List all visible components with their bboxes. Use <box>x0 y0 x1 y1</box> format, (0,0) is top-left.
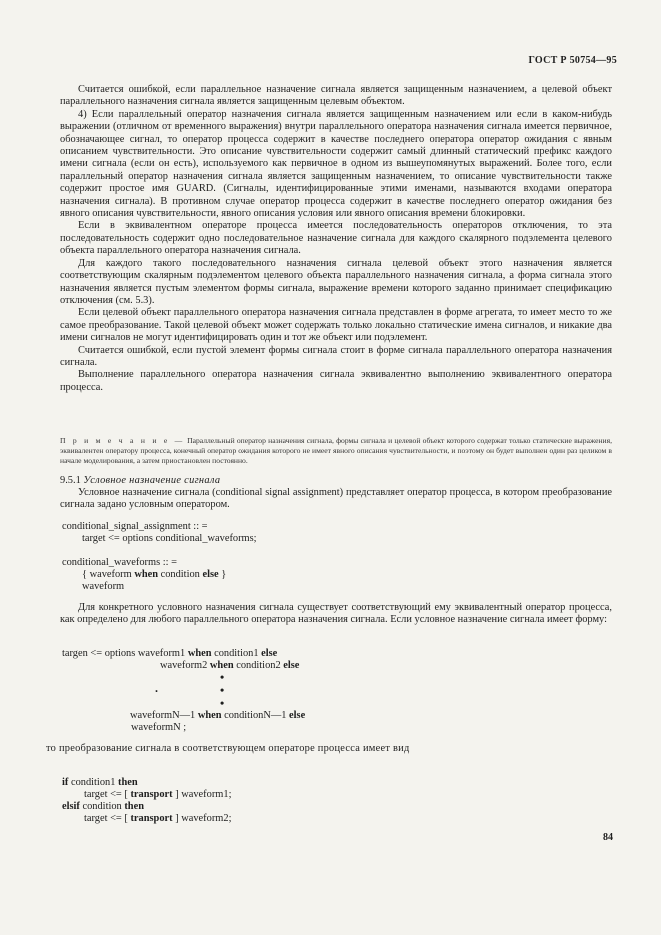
process-line: elsif condition then <box>62 801 144 812</box>
section-intro <box>60 487 612 512</box>
grammar-line: target <= options conditional_waveforms; <box>82 533 257 544</box>
section-heading <box>60 475 220 486</box>
process-line: if condition1 then <box>62 777 138 788</box>
ellipsis-dot: • <box>220 696 225 710</box>
paragraph: Для каждого такого последовательного назначения сигнала целевой объект этого назначения является соответствующим скалярным подэлементом целевого объекта параллельного назначения сигнала, а форма сигнала этого назначения является пустым элементом формы сигнала, выражение времени которого заданно принимает спецификацию отключения (см. 5.3). <box>60 257 612 306</box>
ellipsis-dot: • <box>220 670 225 684</box>
note-block <box>60 436 612 467</box>
then-paragraph: то преобразование сигнала в соответствующем операторе процесса имеет вид <box>46 743 410 754</box>
section-number: 9.5.1 <box>60 475 81 486</box>
paragraph: Для конкретного условного назначения сигнала существует соответствующий ему эквивалентный оператор процесса, как определено для любого параллельного оператора назначения сигнала. Если условное назначение сигнала имеет форму: <box>60 602 612 626</box>
grammar-line: waveform <box>82 581 125 592</box>
ellipsis-dot: . <box>155 681 158 695</box>
document-code-header: ГОСТ Р 50754—95 <box>528 55 617 66</box>
note-label: П р и м е ч а н и е — <box>60 436 185 445</box>
page-number: 84 <box>603 832 613 843</box>
paragraph: Считается ошибкой, если параллельное назначение сигнала является защищенным назначением, а целевой объект параллельного назначения сигнала является защищенным целевым объектом. <box>60 84 612 108</box>
section-title: Условное назначение сигнала <box>83 475 221 486</box>
form-line: targen <= options waveform1 when condition1 else <box>62 648 278 659</box>
paragraph: 4) Если параллельный оператор назначения сигнала является защищенным назначением или если в каком-нибудь выражении (отличном от временного выражения) внутри параллельного оператора назначения сигнала имеется первичное, обозначающее сигнал, то оператор процесса содержит в качестве последнего оператора оператор ожидания с явным описанием чувствительности. Это описание чувствительности содержит самый длинный статический префикс каждого имени сигнала (если он есть), используемого как первичное в одном из вышеупомянутых выражений. Более того, если параллельный оператор назначения сигнала является защищенным назначением, то описание чувствительности также содержит простое имя GUARD. (Сигналы, идентифицированные этими именами, называются входами оператора назначения сигнала). В противном случае оператор процесса содержит в качестве последнего оператор ожидания без явного описания чувствительности, явного описания условия или явного описания времени блокировки. <box>60 108 612 220</box>
process-line: target <= [ transport ] waveform1; <box>84 789 232 800</box>
form-line: waveform2 when condition2 else <box>160 660 300 671</box>
ellipsis-dot: • <box>220 683 225 697</box>
paragraph: Если в эквивалентном операторе процесса имеется последовательность операторов отключения, то эта последовательность содержит одно последовательное назначение сигнала для каждого скалярного подэлемента целевого объекта параллельного оператора назначения сигнала. <box>60 220 612 257</box>
grammar-line: conditional_waveforms :: = <box>62 557 177 568</box>
main-body-text <box>60 84 612 394</box>
paragraph: Если целевой объект параллельного оператора назначения сигнала представлен в форме агрегата, то имеет место то же самое преобразование. Такой целевой объект может содержать только локально статические имена сигналов, и никакие два имени сигналов не могут идентифицировать один и тот же объект или подэлемент. <box>60 307 612 344</box>
grammar-line: { waveform when condition else } <box>82 569 227 580</box>
paragraph: Условное назначение сигнала (conditional signal assignment) представляет оператор процесса, в котором преобразование сигнала задано условным оператором. <box>60 487 612 511</box>
grammar-line: conditional_signal_assignment :: = <box>62 521 208 532</box>
paragraph: Считается ошибкой, если пустой элемент формы сигнала стоит в форме сигнала параллельного оператора назначения сигнала. <box>60 344 612 368</box>
note-text: Параллельный оператор назначения сигнала, формы сигнала и целевой объект которого содержат только статические выражения, эквивалентен оператору процесса, конечный оператор ожидания которого не имеет явного описания чувствительности, и поэтому он будет выполнен один раз целиком в начале моделирования, а затем приостановлен постоянно. <box>60 436 612 466</box>
form-line: waveformN—1 when conditionN—1 else <box>130 710 306 721</box>
equivalence-paragraph <box>60 602 612 627</box>
process-line: target <= [ transport ] waveform2; <box>84 813 232 824</box>
paragraph: Выполнение параллельного оператора назначения сигнала эквивалентно выполнению эквивалентного оператора процесса. <box>60 369 612 393</box>
form-line: waveformN ; <box>131 722 187 733</box>
